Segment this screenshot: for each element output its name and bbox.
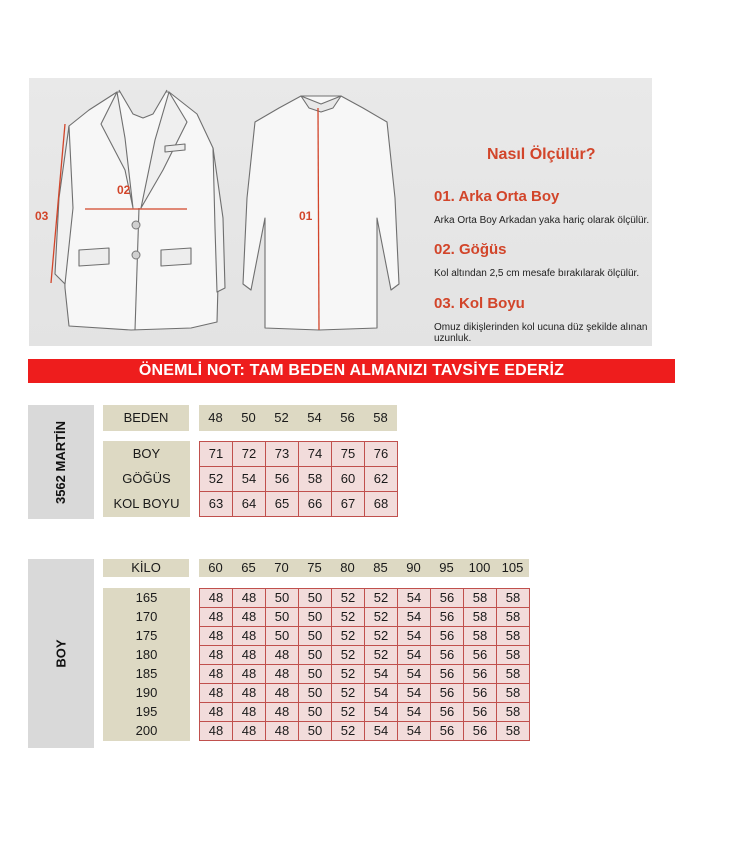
- label-02: 02: [117, 183, 131, 197]
- height-cell: 200: [104, 722, 190, 741]
- size-value-cell: 65: [266, 492, 299, 517]
- fit-size-cell: 52: [365, 589, 398, 608]
- fit-size-cell: 48: [233, 608, 266, 627]
- fit-size-cell: 54: [398, 722, 431, 741]
- fit-size-cell: 58: [497, 627, 530, 646]
- fit-size-cell: 48: [200, 722, 233, 741]
- fit-size-cell: 56: [431, 646, 464, 665]
- fit-row: [104, 646, 530, 665]
- fit-size-cell: 54: [398, 589, 431, 608]
- size-value-cell: 58: [299, 467, 332, 492]
- measure-desc-back-length: Arka Orta Boy Arkadan yaka hariç olarak ölçülür.: [434, 215, 650, 226]
- fit-size-cell: 48: [233, 665, 266, 684]
- fit-row: [104, 684, 530, 703]
- measurement-guide-panel: [29, 78, 652, 346]
- height-axis-label: BOY: [53, 639, 69, 668]
- height-cell: 175: [104, 627, 190, 646]
- size-value-cell: 68: [365, 492, 398, 517]
- fit-size-cell: 58: [497, 722, 530, 741]
- fit-size-cell: 58: [497, 703, 530, 722]
- fit-size-cell: 50: [299, 703, 332, 722]
- fit-size-cell: 56: [431, 608, 464, 627]
- fit-size-cell: 48: [266, 646, 299, 665]
- height-cell: 195: [104, 703, 190, 722]
- fit-size-cell: 54: [398, 684, 431, 703]
- fit-size-cell: 58: [464, 627, 497, 646]
- fit-size-cell: 50: [299, 684, 332, 703]
- fit-size-cell: 50: [266, 627, 299, 646]
- size-value-cell: 67: [332, 492, 365, 517]
- fit-size-cell: 52: [332, 684, 365, 703]
- size-value-cell: 60: [332, 467, 365, 492]
- fit-size-cell: 50: [299, 608, 332, 627]
- fit-size-cell: 54: [365, 684, 398, 703]
- weight-header-cell: 100: [463, 559, 496, 577]
- fit-size-cell: 48: [200, 589, 233, 608]
- size-row: [104, 467, 398, 492]
- fit-size-cell: 54: [398, 646, 431, 665]
- size-row: [104, 442, 398, 467]
- size-row-label: KOL BOYU: [104, 492, 190, 517]
- fit-size-cell: 52: [332, 665, 365, 684]
- size-header-row: [103, 405, 397, 431]
- fit-size-cell: 54: [365, 703, 398, 722]
- fit-row: [104, 608, 530, 627]
- fit-size-cell: 48: [233, 589, 266, 608]
- height-cell: 170: [104, 608, 190, 627]
- fit-size-cell: 56: [431, 684, 464, 703]
- measure-title-back-length: 01. Arka Orta Boy: [434, 188, 560, 205]
- weight-header-cell: 75: [298, 559, 331, 577]
- fit-size-cell: 50: [299, 722, 332, 741]
- size-header-cell: 50: [232, 405, 265, 431]
- fit-size-cell: 54: [398, 627, 431, 646]
- size-value-cell: 66: [299, 492, 332, 517]
- measure-title-chest: 02. Göğüs: [434, 241, 507, 258]
- height-cell: 165: [104, 589, 190, 608]
- fit-size-cell: 50: [299, 646, 332, 665]
- fit-size-cell: 58: [497, 589, 530, 608]
- size-header-cell: 48: [199, 405, 232, 431]
- measure-title-sleeve: 03. Kol Boyu: [434, 295, 525, 312]
- fit-size-cell: 56: [464, 665, 497, 684]
- size-measure-table: [103, 441, 398, 517]
- fit-size-cell: 56: [431, 589, 464, 608]
- label-03: 03: [35, 209, 49, 223]
- fit-size-cell: 48: [266, 665, 299, 684]
- fit-size-cell: 50: [299, 627, 332, 646]
- size-header-cell: 54: [298, 405, 331, 431]
- fit-size-cell: 58: [497, 608, 530, 627]
- fit-size-cell: 52: [332, 646, 365, 665]
- fit-size-cell: 54: [365, 722, 398, 741]
- weight-header-cell: 90: [397, 559, 430, 577]
- fit-row: [104, 665, 530, 684]
- fit-size-cell: 52: [365, 608, 398, 627]
- size-value-cell: 74: [299, 442, 332, 467]
- size-value-cell: 56: [266, 467, 299, 492]
- weight-header-cell: 85: [364, 559, 397, 577]
- fit-row: [104, 589, 530, 608]
- fit-size-cell: 54: [398, 665, 431, 684]
- fit-size-cell: 58: [497, 665, 530, 684]
- label-01: 01: [299, 209, 313, 223]
- fit-size-cell: 58: [464, 589, 497, 608]
- height-cell: 180: [104, 646, 190, 665]
- fit-size-cell: 56: [464, 684, 497, 703]
- size-header-cell: 52: [265, 405, 298, 431]
- fit-size-cell: 56: [431, 722, 464, 741]
- size-header-label: BEDEN: [103, 405, 189, 431]
- weight-header-cell: 65: [232, 559, 265, 577]
- fit-size-cell: 50: [266, 608, 299, 627]
- model-name: 3562 MARTİN: [53, 420, 69, 504]
- size-row: [104, 492, 398, 517]
- measure-desc-sleeve: Omuz dikişlerinden kol ucuna düz şekilde alınan uzunluk.: [434, 322, 648, 344]
- weight-header-cell: 105: [496, 559, 529, 577]
- important-note-banner: ÖNEMLİ NOT: TAM BEDEN ALMANIZI TAVSİYE EDERİZ: [28, 359, 675, 383]
- fit-size-cell: 48: [200, 665, 233, 684]
- fit-size-cell: 48: [233, 684, 266, 703]
- height-cell: 185: [104, 665, 190, 684]
- fit-size-cell: 54: [365, 665, 398, 684]
- weight-header-cell: 70: [265, 559, 298, 577]
- size-value-cell: 54: [233, 467, 266, 492]
- fit-size-cell: 50: [299, 665, 332, 684]
- fit-row: [104, 722, 530, 741]
- height-side-label: [28, 559, 94, 748]
- fit-size-cell: 48: [266, 684, 299, 703]
- fit-size-cell: 58: [464, 608, 497, 627]
- fit-size-cell: 54: [398, 608, 431, 627]
- fit-size-cell: 52: [332, 627, 365, 646]
- size-row-label: GÖĞÜS: [104, 467, 190, 492]
- weight-header-cell: 80: [331, 559, 364, 577]
- fit-size-cell: 48: [233, 646, 266, 665]
- fit-size-cell: 56: [464, 646, 497, 665]
- weight-header-cell: 60: [199, 559, 232, 577]
- fit-size-cell: 56: [431, 665, 464, 684]
- size-value-cell: 64: [233, 492, 266, 517]
- size-value-cell: 76: [365, 442, 398, 467]
- fit-size-cell: 48: [200, 608, 233, 627]
- fit-size-cell: 48: [266, 722, 299, 741]
- fit-size-cell: 56: [431, 703, 464, 722]
- size-header-cell: 58: [364, 405, 397, 431]
- fit-size-cell: 48: [200, 703, 233, 722]
- size-value-cell: 71: [200, 442, 233, 467]
- size-row-label: BOY: [104, 442, 190, 467]
- fit-size-cell: 48: [233, 627, 266, 646]
- fit-size-cell: 52: [332, 589, 365, 608]
- fit-size-cell: 48: [200, 627, 233, 646]
- fit-size-cell: 48: [200, 684, 233, 703]
- fit-size-cell: 48: [233, 703, 266, 722]
- size-header-cell: 56: [331, 405, 364, 431]
- fit-size-cell: 48: [200, 646, 233, 665]
- fit-size-cell: 52: [332, 722, 365, 741]
- fit-size-cell: 52: [365, 627, 398, 646]
- how-to-measure-title: Nasıl Ölçülür?: [487, 146, 596, 163]
- fit-size-cell: 58: [497, 646, 530, 665]
- fit-size-cell: 56: [431, 627, 464, 646]
- fit-size-cell: 48: [233, 722, 266, 741]
- size-value-cell: 72: [233, 442, 266, 467]
- weight-header-cell: 95: [430, 559, 463, 577]
- measure-desc-chest: Kol altından 2,5 cm mesafe bırakılarak ölçülür.: [434, 268, 640, 279]
- size-value-cell: 73: [266, 442, 299, 467]
- fit-size-cell: 54: [398, 703, 431, 722]
- fit-size-cell: 56: [464, 703, 497, 722]
- fit-size-cell: 52: [332, 608, 365, 627]
- size-value-cell: 52: [200, 467, 233, 492]
- fit-row: [104, 627, 530, 646]
- fit-size-cell: 52: [332, 703, 365, 722]
- fit-size-cell: 50: [266, 589, 299, 608]
- size-value-cell: 63: [200, 492, 233, 517]
- fit-table: [103, 588, 530, 741]
- jacket-illustration: [29, 78, 652, 346]
- model-side-label: [28, 405, 94, 519]
- size-value-cell: 62: [365, 467, 398, 492]
- fit-size-cell: 56: [464, 722, 497, 741]
- fit-size-cell: 52: [365, 646, 398, 665]
- weight-header-row: [103, 559, 529, 577]
- weight-header-table: [103, 559, 529, 577]
- size-value-cell: 75: [332, 442, 365, 467]
- fit-row: [104, 703, 530, 722]
- fit-size-cell: 48: [266, 703, 299, 722]
- weight-header-label: KİLO: [103, 559, 189, 577]
- height-cell: 190: [104, 684, 190, 703]
- fit-size-cell: 58: [497, 684, 530, 703]
- fit-size-cell: 50: [299, 589, 332, 608]
